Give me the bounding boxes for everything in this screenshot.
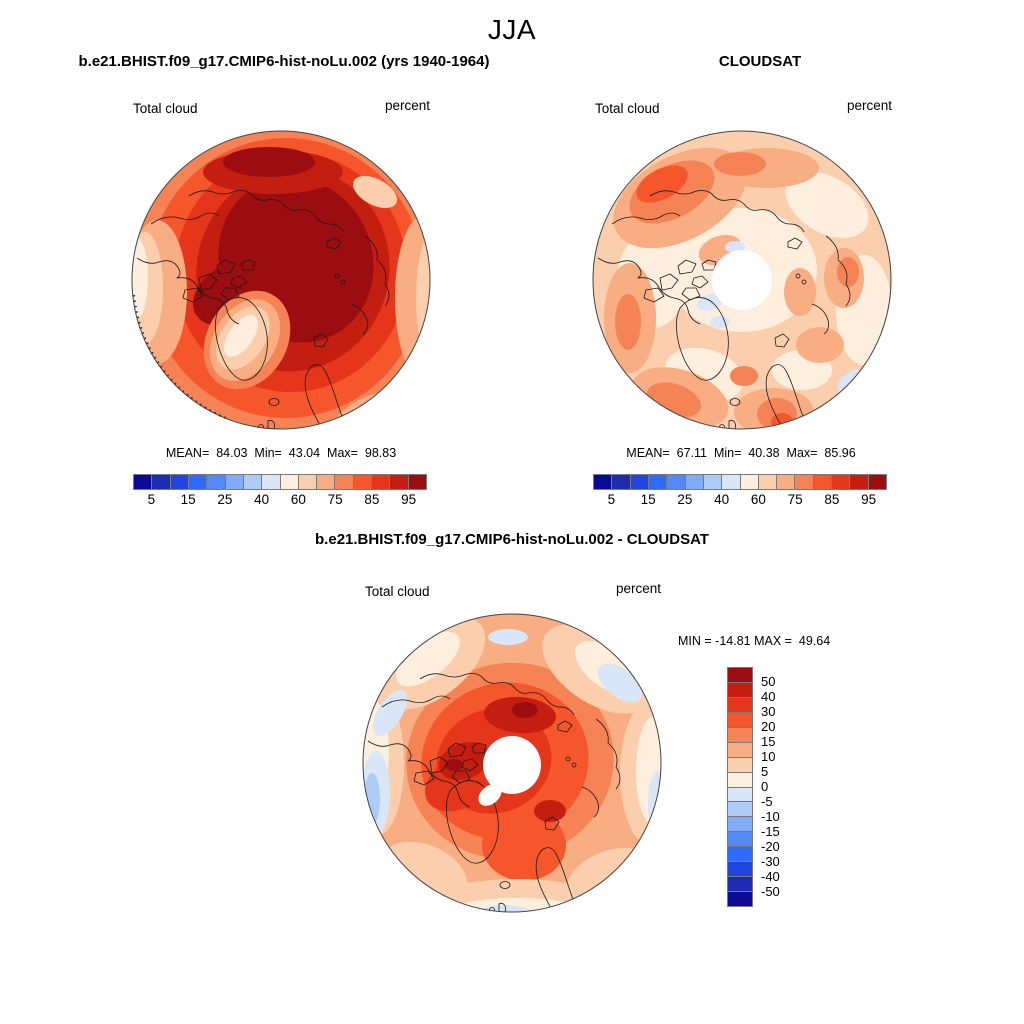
colorbar-cell: [728, 772, 752, 787]
colorbar-cell: [243, 475, 261, 489]
colorbar-tick-label: -15: [761, 824, 780, 839]
diff-units-label: percent: [615, 581, 661, 596]
colorbar-cell: [630, 475, 648, 489]
model-units-label: percent: [384, 98, 430, 113]
colorbar-cell: [831, 475, 849, 489]
model-panel-header: b.e21.BHIST.f09_g17.CMIP6-hist-noLu.002 (yrs 1940-1964): [78, 53, 490, 70]
colorbar-cell: [728, 697, 752, 712]
obs-field-label: Total cloud: [595, 101, 660, 116]
model-colorbar: [133, 474, 427, 490]
colorbar-cell: [334, 475, 352, 489]
colorbar-cell: [611, 475, 629, 489]
colorbar-cell: [188, 475, 206, 489]
colorbar-tick-label: 5: [607, 492, 616, 507]
colorbar-tick-label: 25: [217, 492, 233, 507]
diff-map: [362, 613, 662, 913]
colorbar-tick-label: 60: [290, 492, 306, 507]
colorbar-cell: [728, 846, 752, 861]
colorbar-tick-label: 0: [761, 779, 769, 794]
colorbar-cell: [728, 682, 752, 697]
colorbar-cell: [728, 742, 752, 757]
colorbar-cell: [703, 475, 721, 489]
page-title: JJA: [487, 14, 537, 45]
colorbar-cell: [280, 475, 298, 489]
colorbar-tick-label: 85: [364, 492, 380, 507]
obs-colorbar-ticks: [593, 492, 887, 510]
colorbar-cell: [371, 475, 389, 489]
diff-colorbar-ticks: [761, 667, 805, 907]
colorbar-cell: [648, 475, 666, 489]
colorbar-tick-label: -30: [761, 854, 780, 869]
colorbar-cell: [728, 831, 752, 846]
colorbar-cell: [594, 475, 611, 489]
colorbar-tick-label: 15: [180, 492, 196, 507]
colorbar-tick-label: -20: [761, 839, 780, 854]
colorbar-cell: [298, 475, 316, 489]
colorbar-tick-label: 15: [761, 734, 776, 749]
colorbar-cell: [206, 475, 224, 489]
colorbar-tick-label: 25: [677, 492, 693, 507]
diff-colorbar: [727, 667, 753, 907]
colorbar-cell: [225, 475, 243, 489]
colorbar-cell: [776, 475, 794, 489]
colorbar-tick-label: 75: [787, 492, 803, 507]
colorbar-cell: [728, 727, 752, 742]
colorbar-cell: [728, 801, 752, 816]
obs-map: [592, 130, 892, 430]
colorbar-cell: [728, 757, 752, 772]
diff-field-label: Total cloud: [365, 584, 430, 599]
colorbar-tick-label: 75: [327, 492, 343, 507]
diff-panel-header: b.e21.BHIST.f09_g17.CMIP6-hist-noLu.002 - CLOUDSAT: [315, 531, 709, 548]
colorbar-cell: [353, 475, 371, 489]
colorbar-cell: [316, 475, 334, 489]
colorbar-tick-label: 40: [714, 492, 730, 507]
colorbar-cell: [728, 712, 752, 727]
model-colorbar-ticks: [133, 492, 427, 510]
colorbar-tick-label: 5: [147, 492, 156, 507]
colorbar-tick-label: 85: [824, 492, 840, 507]
colorbar-cell: [170, 475, 188, 489]
colorbar-cell: [408, 475, 426, 489]
colorbar-tick-label: 40: [761, 689, 776, 704]
obs-units-label: percent: [846, 98, 892, 113]
colorbar-cell: [728, 861, 752, 876]
colorbar-tick-label: -50: [761, 884, 780, 899]
model-stats: MEAN= 84.03 Min= 43.04 Max= 98.83: [165, 446, 397, 460]
colorbar-cell: [728, 787, 752, 802]
colorbar-cell: [794, 475, 812, 489]
colorbar-tick-label: 60: [750, 492, 766, 507]
colorbar-cell: [813, 475, 831, 489]
colorbar-cell: [728, 876, 752, 891]
colorbar-cell: [134, 475, 151, 489]
obs-panel-header: CLOUDSAT: [718, 53, 802, 70]
colorbar-tick-label: -10: [761, 809, 780, 824]
diff-minmax: MIN = -14.81 MAX = 49.64: [678, 634, 831, 648]
model-map: [131, 130, 431, 430]
obs-colorbar: [593, 474, 887, 490]
colorbar-cell: [389, 475, 407, 489]
colorbar-tick-label: 95: [861, 492, 877, 507]
colorbar-cell: [849, 475, 867, 489]
colorbar-tick-label: 10: [761, 749, 776, 764]
colorbar-cell: [728, 891, 752, 906]
polar-data-hole: [712, 250, 772, 310]
colorbar-tick-label: 30: [761, 704, 776, 719]
colorbar-cell: [728, 668, 752, 682]
colorbar-cell: [740, 475, 758, 489]
obs-stats: MEAN= 67.11 Min= 40.38 Max= 85.96: [626, 446, 856, 460]
colorbar-cell: [261, 475, 279, 489]
colorbar-tick-label: 50: [761, 674, 776, 689]
colorbar-tick-label: 40: [254, 492, 270, 507]
colorbar-tick-label: -40: [761, 869, 780, 884]
colorbar-tick-label: 20: [761, 719, 776, 734]
colorbar-tick-label: -5: [761, 794, 773, 809]
colorbar-tick-label: 95: [401, 492, 417, 507]
colorbar-tick-label: 15: [640, 492, 656, 507]
colorbar-cell: [868, 475, 886, 489]
colorbar-cell: [728, 816, 752, 831]
colorbar-cell: [721, 475, 739, 489]
colorbar-cell: [685, 475, 703, 489]
colorbar-cell: [666, 475, 684, 489]
colorbar-tick-label: 5: [761, 764, 769, 779]
colorbar-cell: [758, 475, 776, 489]
model-field-label: Total cloud: [133, 101, 198, 116]
colorbar-cell: [151, 475, 169, 489]
